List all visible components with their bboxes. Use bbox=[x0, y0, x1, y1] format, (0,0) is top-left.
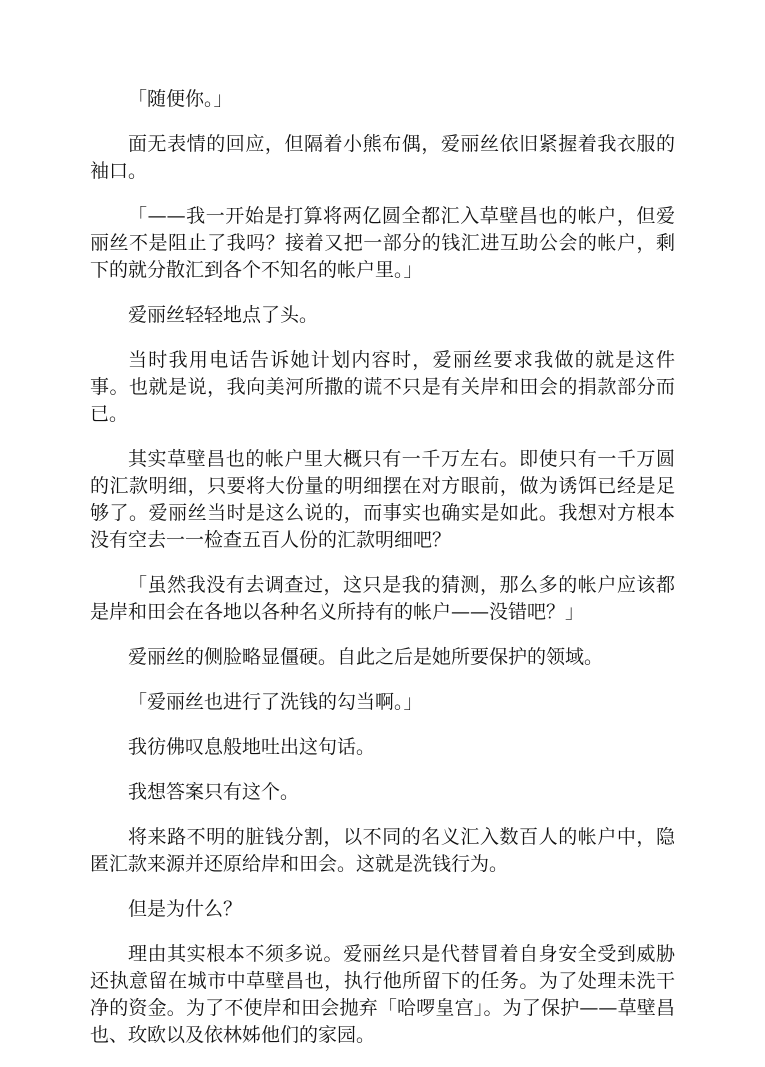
paragraph-4: 爱丽丝轻轻地点了头。 bbox=[128, 304, 319, 326]
paragraph-11: 我想答案只有这个。 bbox=[128, 781, 300, 803]
paragraph-7: 「虽然我没有去调查过，这只是我的猜测，那么多的帐户应该都是岸和田会在各地以各种名义所持有的帐户——没错吧？」 bbox=[90, 574, 675, 623]
paragraph-6: 其实草壁昌也的帐户里大概只有一千万左右。即使只有一千万圆的汇款明细，只要将大份量的明细摆在对方眼前，做为诱饵已经是足够了。爱丽丝当时是这么说的，而事实也确实是如此。我想对方根本没有空去一一检查五百人份的汇款明细吧？ bbox=[90, 448, 675, 551]
paragraph-5: 当时我用电话告诉她计划内容时，爱丽丝要求我做的就是这件事。也就是说，我向美河所撒的谎不只是有关岸和田会的捐款部分而已。 bbox=[90, 349, 675, 425]
paragraph-8: 爱丽丝的侧脸略显僵硬。自此之后是她所要保护的领域。 bbox=[128, 646, 604, 668]
paragraph-9: 「爱丽丝也进行了洗钱的勾当啊。」 bbox=[128, 691, 423, 713]
paragraph-1: 「随便你。」 bbox=[128, 88, 233, 110]
paragraph-3: 「——我一开始是打算将两亿圆全都汇入草壁昌也的帐户，但爱丽丝不是阻止了我吗？接着又把一部分的钱汇进互助公会的帐户，剩下的就分散汇到各个不知名的帐户里。」 bbox=[90, 205, 675, 281]
paragraph-13: 但是为什么？ bbox=[128, 898, 243, 920]
document-page bbox=[90, 86, 675, 1067]
paragraph-14: 理由其实根本不须多说。爱丽丝只是代替冒着自身安全受到威胁还执意留在城市中草壁昌也，执行他所留下的任务。为了处理未洗干净的资金。为了不使岸和田会抛弃「哈啰皇宫」。为了保护——草壁昌也、玫欧以及依林姊他们的家园。 bbox=[90, 943, 675, 1046]
paragraph-2: 面无表情的回应，但隔着小熊布偶，爱丽丝依旧紧握着我衣服的袖口。 bbox=[90, 133, 675, 182]
paragraph-10: 我彷佛叹息般地吐出这句话。 bbox=[128, 736, 376, 758]
paragraph-12: 将来路不明的脏钱分割，以不同的名义汇入数百人的帐户中，隐匿汇款来源并还原给岸和田会。这就是洗钱行为。 bbox=[90, 826, 675, 875]
